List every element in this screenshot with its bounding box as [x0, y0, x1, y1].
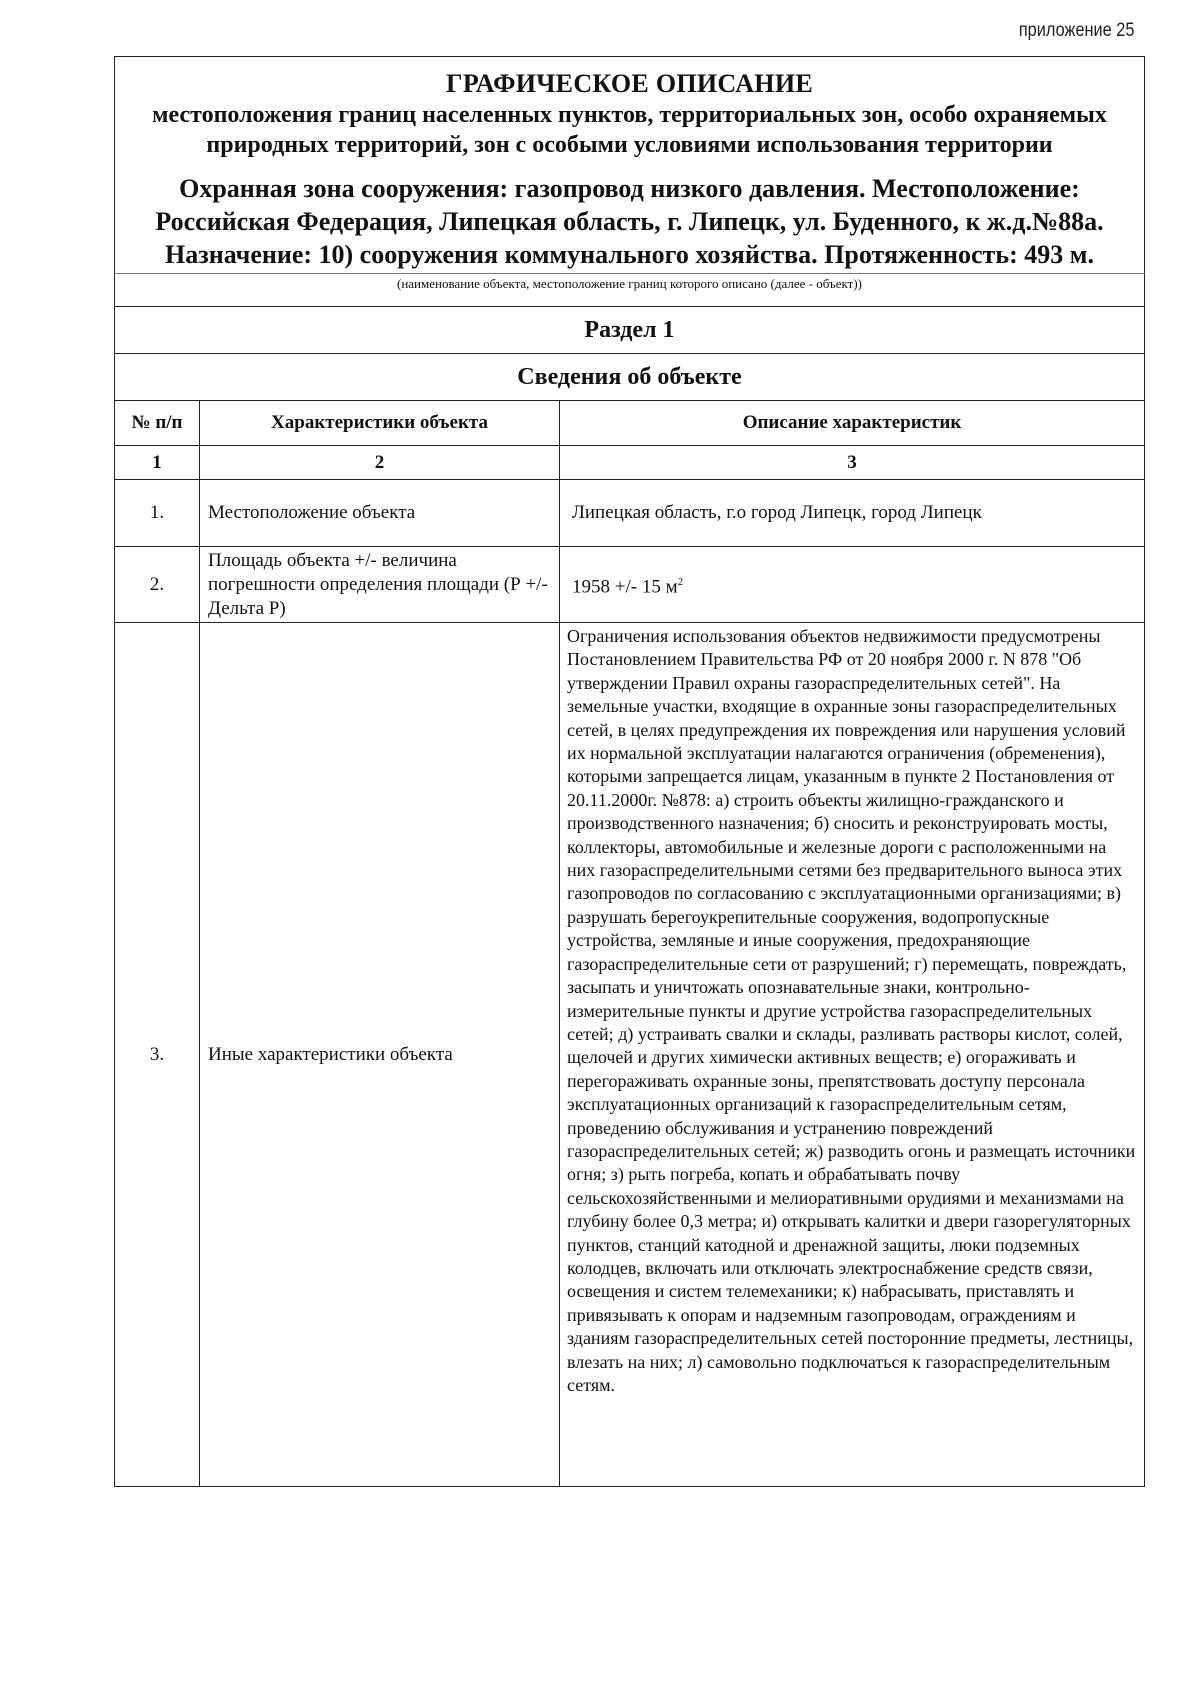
column-header-characteristic: Характеристики объекта [200, 401, 560, 446]
row-description: Липецкая область, г.о город Липецк, город Липецк [560, 480, 1145, 547]
column-number-1: 1 [115, 446, 200, 480]
document-subtitle: местоположения границ населенных пунктов, территориальных зон, особо охраняемых природных территорий, зон с особыми условиями использования территории [152, 102, 1107, 158]
column-header-number: № п/п [115, 401, 200, 446]
row-characteristic: Площадь объекта +/- величина погрешности определения площади (Р +/- Дельта Р) [200, 547, 560, 623]
row-number: 1. [115, 480, 200, 547]
area-value: 1958 +/- 15 м [572, 576, 678, 598]
section-subtitle: Сведения об объекте [115, 354, 1145, 401]
area-unit-superscript: 2 [677, 575, 684, 588]
column-number-2: 2 [200, 446, 560, 480]
object-name: Охранная зона сооружения: газопровод низкого давления. Местоположение: Российская Федерация, Липецкая область, г. Липецк, ул. Буденного, к ж.д.№88а. Назначение: 10) сооружения коммунального хозяйства. Протяженность: 493 м. [155, 174, 1104, 269]
column-number-3: 3 [560, 446, 1145, 480]
object-name-caption: (наименование объекта, местоположение границ которого описано (далее - объект)) [115, 274, 1145, 307]
document-title: ГРАФИЧЕСКОЕ ОПИСАНИЕ [446, 69, 813, 98]
row-description-cell [560, 547, 1145, 623]
row-characteristic: Местоположение объекта [200, 480, 560, 547]
row-number: 2. [115, 547, 200, 623]
column-header-row [115, 401, 1145, 446]
table-row [115, 623, 1145, 1487]
description-sheet [114, 56, 1145, 1487]
row-description: Ограничения использования объектов недвижимости предусмотрены Постановлением Правительства РФ от 20 ноября 2000 г. N 878 "Об утверждении Правил охраны газораспределительных сетей". На земельные участки, входящие в охранные зоны газораспределительных сетей, в целях предупреждения их повреждения или нарушения условий их нормальной эксплуатации налагаются ограничения (обременения), которыми запрещается лицам, указанным в пункте 2 Постановления от 20.11.2000г. №878: а) строить объекты жилищно-гражданского и производственного назначения; б) сносить и реконструировать мосты, коллекторы, автомобильные и железные дороги с расположенными на них газораспределительными сетями без предварительного выноса этих газопроводов по согласованию с эксплуатационными организациями; в) разрушать берегоукрепительные сооружения, водопропускные устройства, земляные и иные сооружения, предохраняющие газораспределительные сети от разрушений; г) перемещать, повреждать, засыпать и уничтожать опознавательные знаки, контрольно-измерительные пункты и другие устройства газораспределительных сетей; д) устраивать свалки и склады, разливать растворы кислот, солей, щелочей и других химически активных веществ; е) огораживать и перегораживать охранные зоны, препятствовать доступу персонала эксплуатационных организаций к газораспределительным сетям, проведению обслуживания и устранению повреждений газораспределительных сетей; ж) разводить огонь и размещать источники огня; з) рыть погреба, копать и обрабатывать почву сельскохозяйственными и мелиоративными орудиями и механизмами на глубину более 0,3 метра; и) открывать калитки и двери газорегуляторных пунктов, станций катодной и дренажной защиты, люки подземных колодцев, включать или отключать электроснабжение средств связи, освещения и систем телемеханики; к) набрасывать, приставлять и привязывать к опорам и надземным газопроводам, ограждениям и зданиям газораспределительных сетей посторонние предметы, лестницы, влезать на них; л) самовольно подключаться к газораспределительным сетям. [560, 623, 1145, 1487]
column-number-row [115, 446, 1145, 480]
header-block [115, 57, 1145, 274]
appendix-label: приложение 25 [1018, 20, 1134, 41]
section-title: Раздел 1 [115, 307, 1145, 354]
row-number: 3. [115, 623, 200, 1487]
table-row [115, 547, 1145, 623]
table-row [115, 480, 1145, 547]
column-header-description: Описание характеристик [560, 401, 1145, 446]
row-characteristic: Иные характеристики объекта [200, 623, 560, 1487]
